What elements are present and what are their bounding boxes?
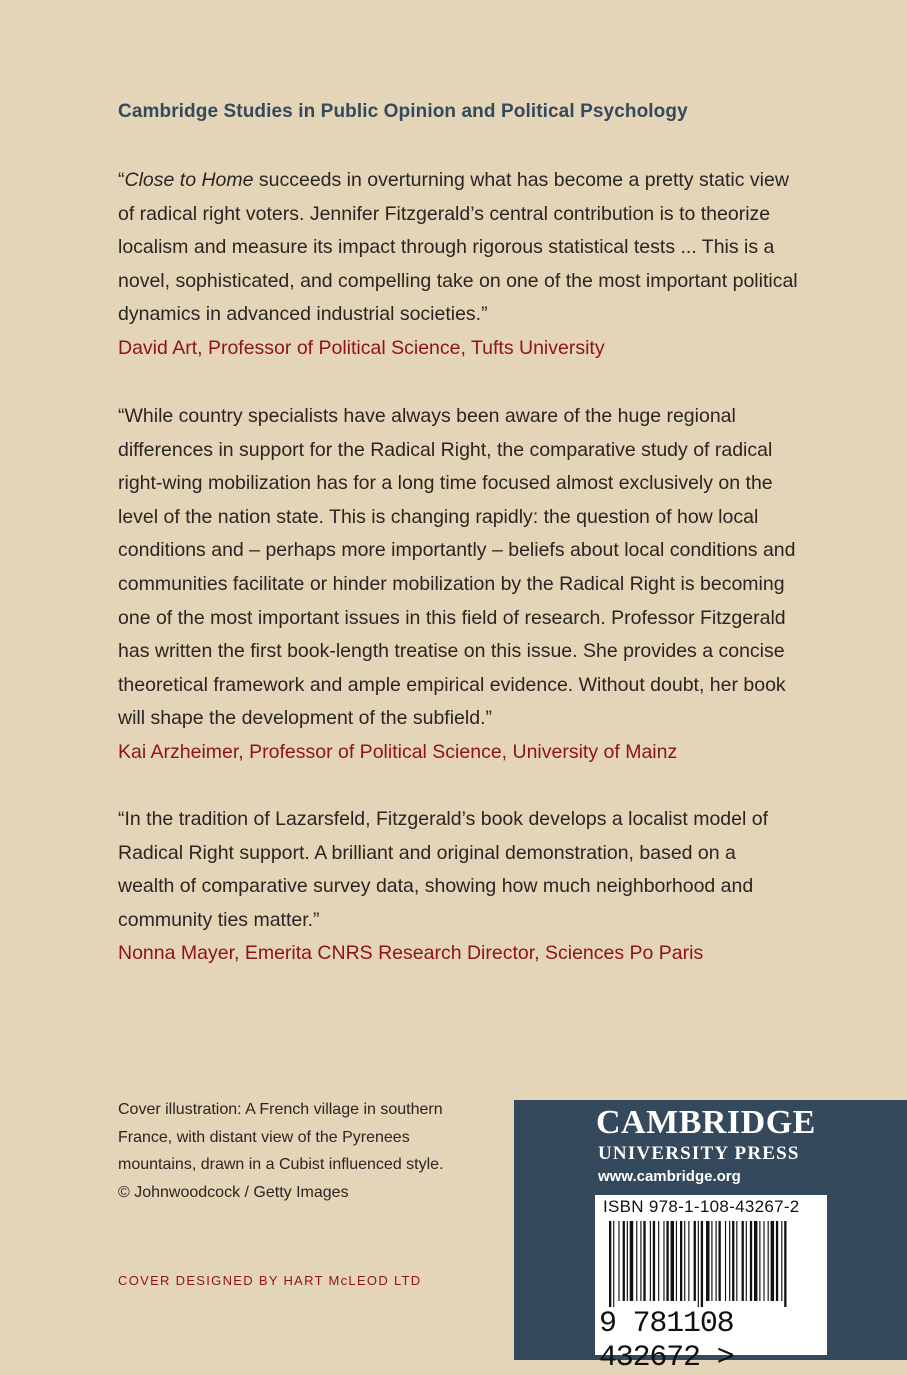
barcode-bars-icon bbox=[601, 1221, 821, 1307]
quote-text: “In the tradition of Lazarsfeld, Fitzgerald’s book develops a localist model of Radical Right support. A brilliant and original demonstration, based on a wealth of comparative survey data, showing how much neighborhood and community ties matter.” bbox=[118, 808, 768, 931]
isbn-barcode bbox=[595, 1195, 827, 1375]
book-title: Close to Home bbox=[124, 169, 254, 191]
endorsement-quote-2 bbox=[118, 400, 808, 770]
publisher-logo-press: UNIVERSITY PRESS bbox=[598, 1143, 800, 1164]
publisher-url: www.cambridge.org bbox=[598, 1168, 741, 1185]
endorsement-quote-1 bbox=[118, 164, 808, 366]
quote-body: succeeds in overturning what has become a pretty static view of radical right voters. Jennifer Fitzgerald’s central contribution is to theorize localism and measure its impact through rigorous statistical tests ... This is a novel, sophisticated, and compelling take on one of the most important political dynamics in advanced industrial societies.” bbox=[118, 169, 798, 326]
endorsement-quote-3 bbox=[118, 803, 778, 971]
series-title: Cambridge Studies in Public Opinion and Political Psychology bbox=[118, 101, 688, 122]
publisher-panel bbox=[514, 1100, 907, 1375]
cover-illustration-credit: Cover illustration: A French village in southern France, with distant view of the Pyrenees mountains, drawn in a Cubist influenced style. © Johnwoodcock / Getty Images bbox=[118, 1101, 444, 1201]
quote-text: “While country specialists have always been aware of the huge regional differences in support for the Radical Right, the comparative study of radical right-wing mobilization has for a long time focused almost exclusively on the level of the nation state. This is changing rapidly: the question of how local conditions and – perhaps more importantly – beliefs about local conditions and communities facilitate or hinder mobilization by the Radical Right is becoming one of the most important issues in this field of research. Professor Fitzgerald has written the first book-length treatise on this issue. She provides a concise theoretical framework and ample empirical evidence. Without doubt, her book will shape the development of the subfield.” bbox=[118, 405, 796, 730]
cover-designer-credit: COVER DESIGNED BY HART McLEOD LTD bbox=[118, 1273, 422, 1288]
quote-text: “Close to Home succeeds in overturning what has become a pretty static view of radical right voters. Jennifer Fitzgerald’s central contribution is to theorize localism and measure its impact through rigorous statistical tests ... This is a novel, sophisticated, and compelling take on one of the most important political dynamics in advanced industrial societies.” bbox=[118, 169, 798, 326]
barcode-digits: 9 781108 432672 > bbox=[599, 1307, 734, 1375]
quote-attribution: David Art, Professor of Political Science, Tufts University bbox=[118, 336, 605, 359]
quote-attribution: Nonna Mayer, Emerita CNRS Research Director, Sciences Po Paris bbox=[118, 942, 704, 965]
publisher-logo-name: CAMBRIDGE bbox=[596, 1104, 816, 1141]
isbn-label: ISBN 978-1-108-43267-2 bbox=[603, 1197, 800, 1216]
quote-attribution: Kai Arzheimer, Professor of Political Science, University of Mainz bbox=[118, 740, 678, 763]
